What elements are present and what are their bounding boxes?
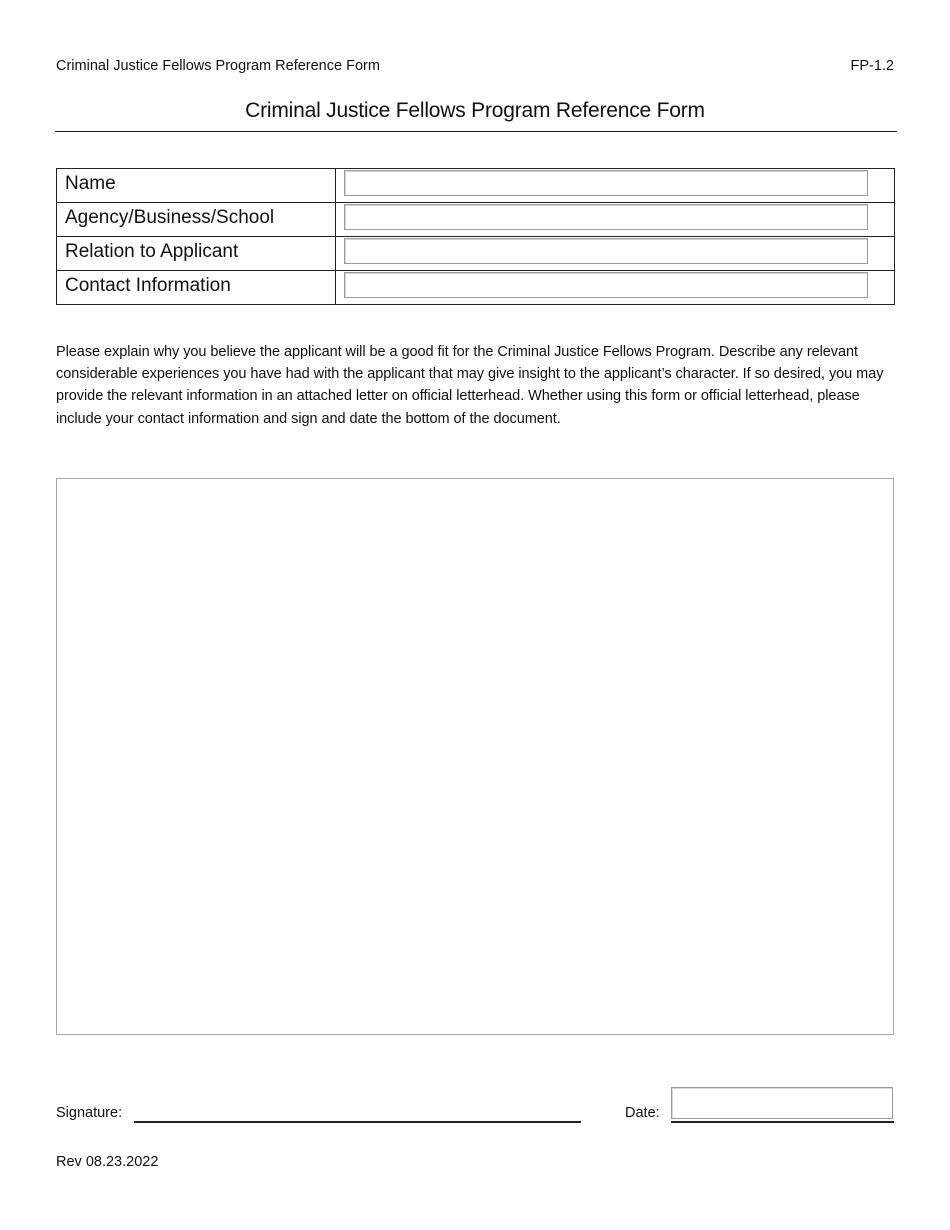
contact-field[interactable] — [344, 272, 868, 298]
table-row-contact — [57, 271, 895, 305]
date-label: Date: — [625, 1105, 660, 1121]
name-label: Name — [57, 169, 336, 203]
reference-info-table — [56, 168, 895, 305]
title-divider — [55, 131, 897, 132]
signature-label: Signature: — [56, 1105, 123, 1121]
date-field[interactable] — [671, 1087, 893, 1119]
header-form-code: FP-1.2 — [850, 58, 894, 74]
header-form-title: Criminal Justice Fellows Program Reference Form — [56, 58, 380, 74]
page-title: Criminal Justice Fellows Program Reference Form — [245, 99, 705, 122]
relation-field[interactable] — [344, 238, 868, 264]
table-row-relation — [57, 237, 895, 271]
agency-label: Agency/Business/School — [57, 203, 336, 237]
table-row-agency — [57, 203, 895, 237]
agency-cell — [336, 203, 895, 237]
response-textarea[interactable] — [56, 478, 894, 1035]
relation-cell — [336, 237, 895, 271]
contact-label: Contact Information — [57, 271, 336, 305]
agency-field[interactable] — [344, 204, 868, 230]
date-line — [671, 1121, 894, 1123]
revision-text: Rev 08.23.2022 — [56, 1154, 159, 1170]
table-row-name — [57, 169, 895, 203]
relation-label: Relation to Applicant — [57, 237, 336, 271]
instructions-text: Please explain why you believe the applicant will be a good fit for the Criminal Justice Fellows Program. Describe any relevant considerable experiences you have had with the applicant that may give insight to the applicant’s character. If so desired, you may provide the relevant information in an attached letter on official letterhead. Whether using this form or official letterhead, please include your contact information and sign and date the bottom of the document. — [56, 344, 884, 427]
signature-line[interactable] — [134, 1121, 581, 1123]
contact-cell — [336, 271, 895, 305]
name-field[interactable] — [344, 170, 868, 196]
name-cell — [336, 169, 895, 203]
